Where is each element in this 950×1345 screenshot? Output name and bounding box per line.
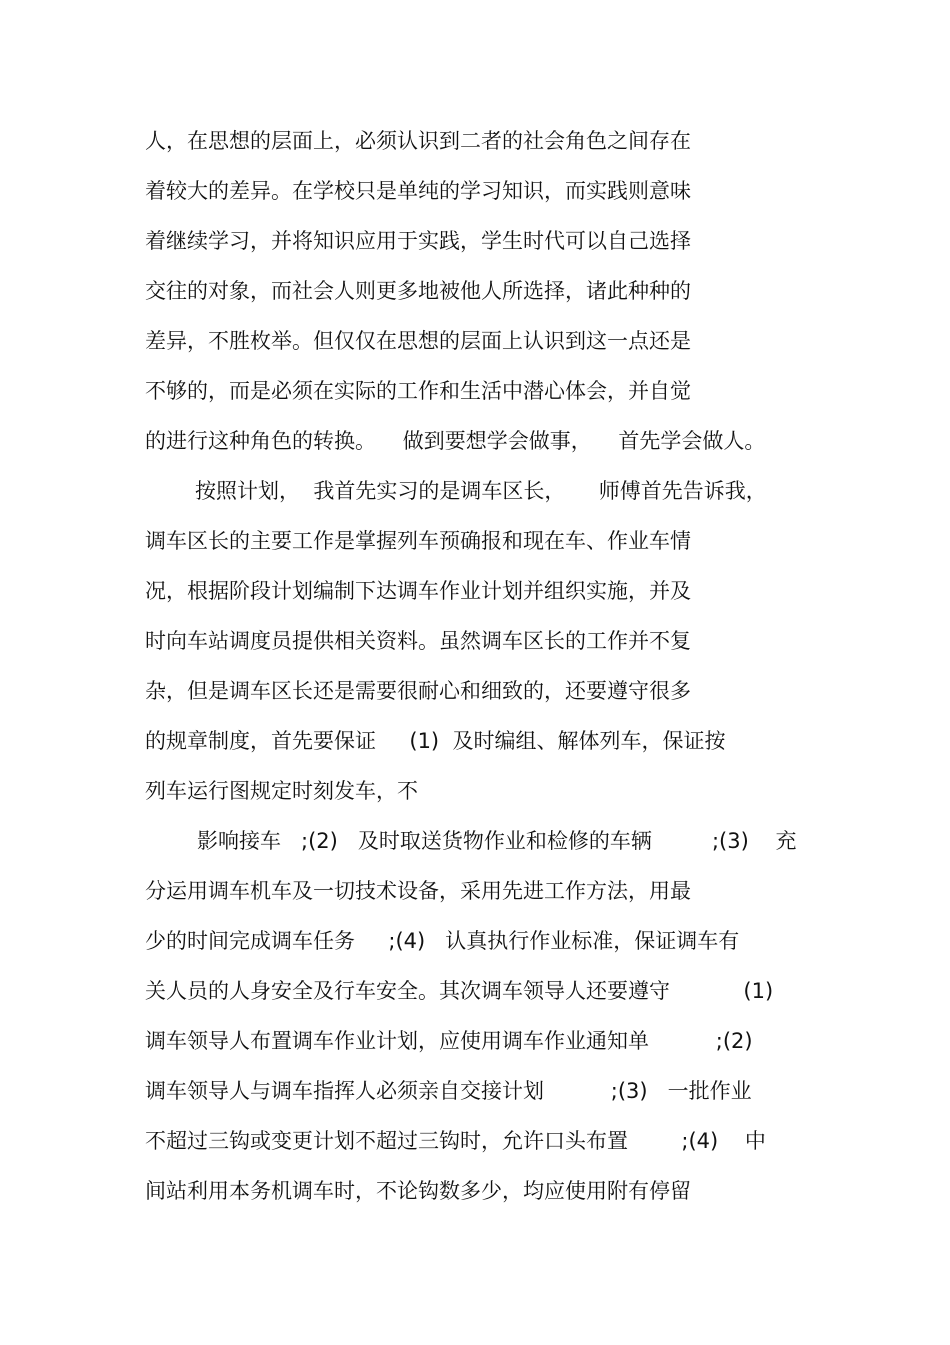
text-line: 调车领导人与调车指挥人必须亲自交接计划 ;(3) 一批作业	[145, 1079, 752, 1103]
text-line: 调车领导人布置调车作业计划，应使用调车作业通知单 ;(2)	[145, 1029, 753, 1053]
text-line: 况，根据阶段计划编制下达调车作业计划并组织实施，并及	[145, 579, 691, 603]
text-line: 分运用调车机车及一切技术设备，采用先进工作方法，用最	[145, 879, 691, 903]
text-line: 的规章制度，首先要保证 (1) 及时编组、解体列车，保证按	[145, 729, 726, 753]
text-line: 差异，不胜枚举。但仅仅在思想的层面上认识到这一点还是	[145, 329, 691, 353]
paragraph-first-line: 按照计划， 我首先实习的是调车区长， 师傅首先告诉我，	[195, 479, 767, 503]
text-line: 着较大的差异。在学校只是单纯的学习知识，而实践则意味	[145, 179, 691, 203]
text-line: 的进行这种角色的转换。 做到要想学会做事， 首先学会做人。	[145, 429, 766, 453]
text-line: 不超过三钩或变更计划不超过三钩时，允许口头布置 ;(4) 中	[145, 1129, 766, 1153]
text-line: 关人员的人身安全及行车安全。其次调车领导人还要遵守 (1)	[145, 979, 774, 1003]
text-line: 少的时间完成调车任务 ;(4) 认真执行作业标准，保证调车有	[145, 929, 740, 953]
text-line: 间站利用本务机调车时，不论钩数多少，均应使用附有停留	[145, 1179, 691, 1203]
paragraph-first-line: 影响接车 ;(2) 及时取送货物作业和检修的车辆 ;(3) 充	[197, 829, 797, 853]
text-line: 杂，但是调车区长还是需要很耐心和细致的，还要遵守很多	[145, 679, 691, 703]
text-line: 不够的，而是必须在实际的工作和生活中潜心体会，并自觉	[145, 379, 691, 403]
text-line: 列车运行图规定时刻发车，不	[145, 779, 418, 803]
text-line: 调车区长的主要工作是掌握列车预确报和现在车、作业车情	[145, 529, 691, 553]
text-line: 着继续学习，并将知识应用于实践，学生时代可以自己选择	[145, 229, 691, 253]
text-line: 人，在思想的层面上，必须认识到二者的社会角色之间存在	[145, 129, 691, 153]
text-line: 时向车站调度员提供相关资料。虽然调车区长的工作并不复	[145, 629, 691, 653]
text-line: 交往的对象，而社会人则更多地被他人所选择，诸此种种的	[145, 279, 691, 303]
